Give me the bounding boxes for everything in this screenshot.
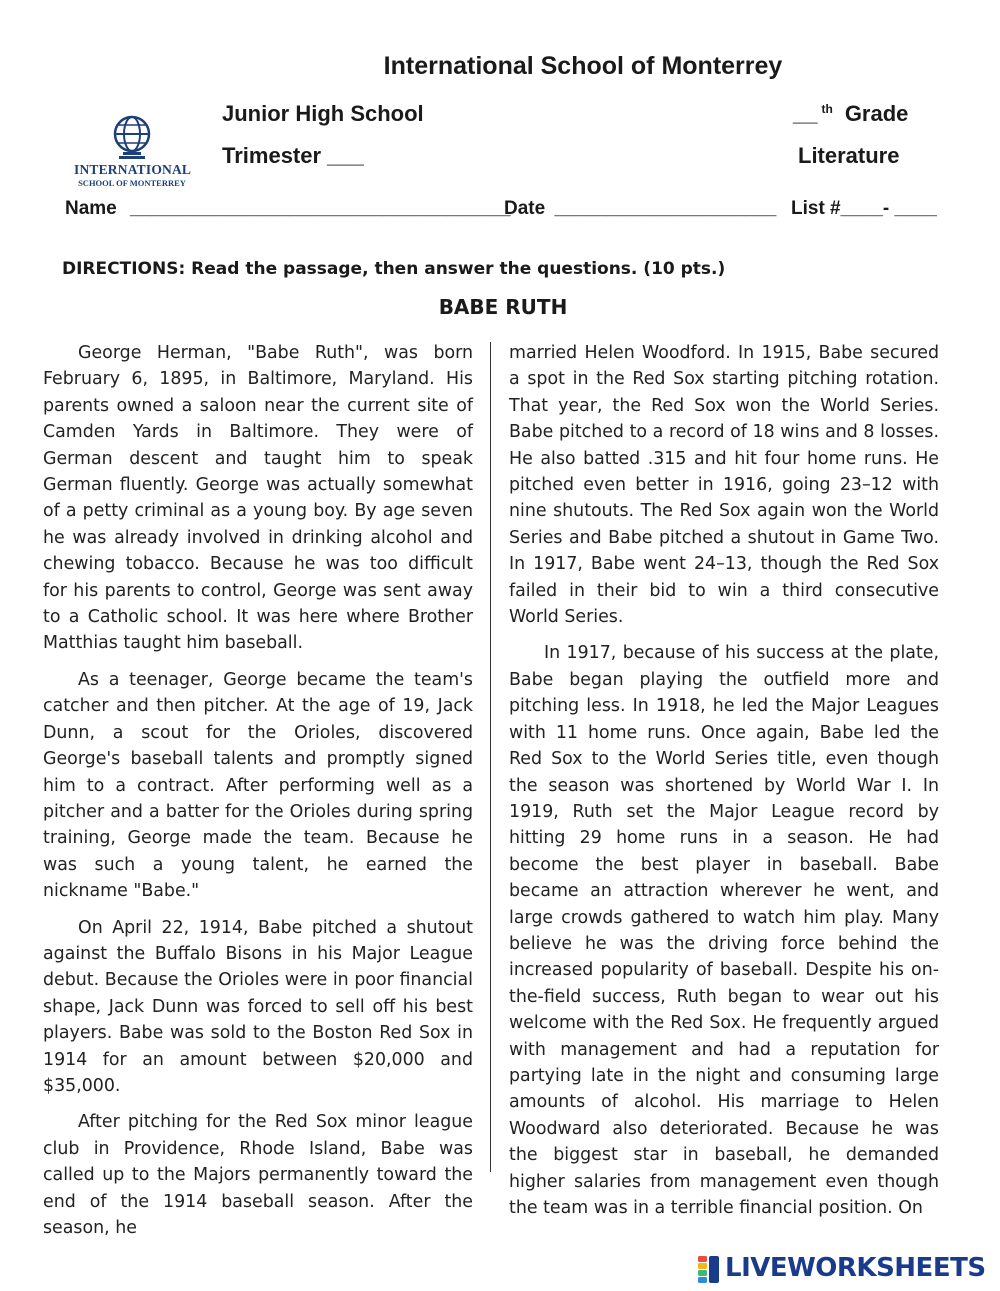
list-number-field[interactable]: List #____- ____ bbox=[791, 198, 937, 219]
passage-column-left bbox=[43, 340, 473, 1251]
passage-column-right bbox=[509, 340, 939, 1231]
passage-title: BABE RUTH bbox=[438, 295, 568, 319]
subject-label: Literature bbox=[798, 143, 900, 168]
name-field bbox=[65, 198, 510, 220]
name-label: Name bbox=[65, 198, 117, 219]
grade-field bbox=[793, 101, 908, 127]
grade-label: Grade bbox=[844, 101, 909, 126]
liveworksheets-icon bbox=[697, 1254, 721, 1284]
paragraph: married Helen Woodford. In 1915, Babe secured a spot in the Red Sox starting pitching rotation. That year, the Red Sox won the World Series. Babe pitched to a record of 18 wins and 8 losses. He also batted .315 and hit four home runs. He pitched even better in 1916, going 23–12 with nine shutouts. The Red Sox again won the World Series and Babe pitched a shutout in Game Two. In 1917, Babe went 24–13, though the Red Sox failed in their bid to win a third consecutive World Series. bbox=[509, 343, 939, 628]
globe-icon bbox=[109, 112, 155, 160]
date-blank[interactable]: _____________________ bbox=[554, 198, 777, 219]
school-name: International School of Monterrey bbox=[383, 52, 783, 80]
trimester-label: Trimester ___ bbox=[222, 143, 364, 168]
paragraph: In 1917, because of his success at the plate, Babe began playing the outfield more and pitching less. In 1918, he led the Major Leagues with 11 home runs. Once again, Babe led the Red Sox to the World Series title, even though the season was shortened by World War I. In 1919, Ruth set the Major League record by hitting 29 home runs in a season. He had become the best player in baseball. Babe became an attraction wherever he went, and large crowds gathered to watch him play. Many believe he was the driving force behind the increased popularity of baseball. Despite his on-the-field success, Ruth began to wear out his welcome with the Red Sox. He frequently argued with management and had a reputation for partying late in the night and consuming large amounts of alcohol. His marriage to Helen Woodward also deteriorated. Because he was the biggest star in baseball, he demanded higher salaries from management even though the team was in a terrible financial position. On bbox=[509, 643, 939, 1218]
paragraph: George Herman, "Babe Ruth", was born February 6, 1895, in Baltimore, Maryland. His parents owned a saloon near the current site of Camden Yards in Baltimore. They were of German descent and taught him to speak German fluently. George was actually somewhat of a petty criminal as a young boy. By age seven he was already involved in drinking alcohol and chewing tobacco. Because he was too difficult for his parents to control, George was sent away to a Catholic school. It was here where Brother Matthias taught him baseball. bbox=[43, 343, 473, 654]
grade-blank[interactable]: __ bbox=[793, 101, 818, 126]
date-field bbox=[504, 198, 776, 220]
logo-text-school: SCHOOL OF MONTERREY bbox=[78, 178, 186, 188]
column-divider bbox=[490, 342, 491, 1172]
logo-text-international: INTERNATIONAL bbox=[74, 162, 192, 177]
paragraph: As a teenager, George became the team's catcher and then pitcher. At the age of 19, Jack Dunn, a scout for the Orioles, discovered George's baseball talents and promptly signed him to a contract. After performing well as a pitcher and a batter for the Orioles during spring training, George made the team. Because he was such a young talent, he earned the nickname "Babe." bbox=[43, 669, 473, 902]
directions: DIRECTIONS: Read the passage, then answer the questions. (10 pts.) bbox=[62, 259, 726, 279]
name-blank[interactable]: ____________________________________ bbox=[130, 198, 511, 219]
paragraph: After pitching for the Red Sox minor league club in Providence, Rhode Island, Babe was called up to the Majors permanently toward the end of the 1914 baseball season. After the season, he bbox=[43, 1112, 473, 1238]
school-logo bbox=[74, 112, 190, 190]
grade-suffix: th bbox=[821, 101, 833, 116]
division-label: Junior High School bbox=[222, 101, 424, 126]
paragraph: On April 22, 1914, Babe pitched a shutout against the Buffalo Bisons in his Major League debut. Because the Orioles were in poor financial shape, Jack Dunn was forced to sell off his best players. Babe was sold to the Boston Red Sox in 1914 for an amount between $20,000 and $35,000. bbox=[43, 917, 473, 1096]
date-label: Date bbox=[504, 198, 546, 219]
liveworksheets-wordmark: LIVEWORKSHEETS bbox=[725, 1253, 986, 1283]
